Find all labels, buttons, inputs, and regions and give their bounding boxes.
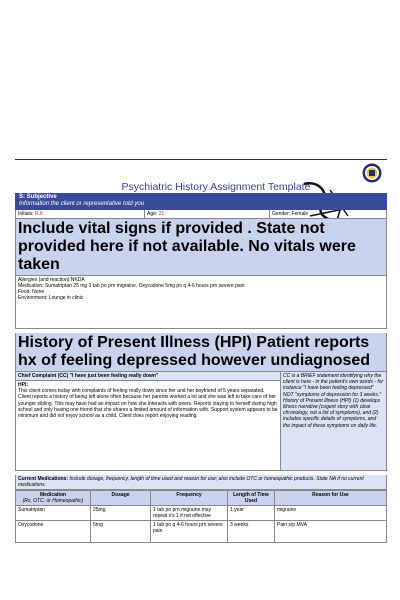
demographics-row <box>15 210 387 219</box>
allergies-text: Allergies (and reaction):NKDA <box>18 277 85 283</box>
col-frequency: Frequency <box>151 491 228 506</box>
table-row <box>16 506 387 521</box>
medications-header-row <box>16 491 387 506</box>
allergies-block <box>15 276 387 329</box>
food-text: Food: None <box>18 289 45 295</box>
environment-text: Environment: Lounge in clinic <box>18 295 84 301</box>
gender-value: Female <box>291 211 309 217</box>
age-cell <box>145 210 270 218</box>
cc-label: Chief Complaint (CC) <box>18 373 69 379</box>
hpi-section <box>15 372 387 471</box>
initials-label: Initials: <box>18 211 34 217</box>
med-reason: Pain s/p MVA <box>275 521 387 543</box>
cc-value: "I have just been feeling really down" <box>69 373 159 379</box>
col-medication-label: Medication <box>39 492 67 498</box>
med-frequency: 1 tab po prn migraine may repeat x's 1 if not effective <box>151 506 228 521</box>
current-meds-instructions: Include dosage, frequency, length of time used and reason for use; also include OTC or homeopathic products. State NA if no current medications. <box>18 476 364 488</box>
hpi-header: History of Present Illness (HPI) Patient reports hx of feeling depressed however undiagnosed <box>15 333 387 372</box>
hpi-label: HPI: <box>18 382 28 388</box>
age-label: Age: <box>147 211 158 217</box>
top-divider <box>15 159 387 160</box>
hpi-body <box>16 381 280 420</box>
assignment-form <box>15 193 387 543</box>
table-row <box>16 521 387 543</box>
subjective-header <box>15 193 387 210</box>
medication-text: Medication: Sumatriptan 25 mg 1 tab po prn migraine, Oxycodone 5mg po q 4-6 hours prn severe pain <box>18 283 245 289</box>
current-meds-label: Current Medications: <box>18 476 69 482</box>
initials-cell <box>16 210 145 218</box>
hpi-left <box>16 372 281 470</box>
age-value: 21 <box>158 211 165 217</box>
cc-guidance: CC is a BRIEF statement identifying why the client is here - in the patient's own words - for instance "I have been feeling depressed" NOT "symptoms of depression for 3 weeks." History of Present Illness (HPI) (1) develops illness narrative (cogent story with clear chronology, not a list of symptoms), and (2) includes specific details of symptoms, and the impact of these symptoms on daily life. <box>281 372 386 470</box>
page-title: Psychiatric History Assignment Template <box>121 181 311 193</box>
med-reason: migraine <box>275 506 387 521</box>
col-medication <box>16 491 91 506</box>
med-length: 3 weeks <box>228 521 275 543</box>
col-medication-sub: (Rx, OTC, or Homeopathic) <box>22 498 84 504</box>
university-seal-icon <box>362 163 382 183</box>
subjective-subtitle: Information the client or representative told you <box>19 201 145 207</box>
med-dosage: 25mg <box>91 506 151 521</box>
med-frequency: 1 tab po q 4-6 hours prn severe pain <box>151 521 228 543</box>
col-dosage: Dosage <box>91 491 151 506</box>
current-meds-note <box>15 475 387 490</box>
med-length: 1 year <box>228 506 275 521</box>
med-name: Oxycodone <box>16 521 91 543</box>
col-length: Length of Time Used <box>228 491 275 506</box>
subjective-label: S: Subjective <box>19 194 57 200</box>
medications-table <box>15 490 387 543</box>
col-reason: Reason for Use <box>275 491 387 506</box>
hpi-text: This client comes today with complaints of feeling really down since her and her boyfriend of 5 years separated. Client reports a history of being left alone often because her parents worked a lot and she was left to take care of her younger sibling. This may have had an impact on how she interacts with peers. Reports staying to herself during high school and only having one friend that she shares a limited amount of information with. Support system appears to be minimum and did not enjoy school as a child. Client does report enjoying reading. <box>18 388 278 420</box>
initials-value: R.K <box>34 211 44 217</box>
vitals-note: Include vital signs if provided . State not provided here if not available. No vitals were taken <box>15 219 387 276</box>
med-dosage: 5mg <box>91 521 151 543</box>
chief-complaint <box>16 372 280 381</box>
gender-cell <box>270 210 386 218</box>
med-name: Sumatriptan <box>16 506 91 521</box>
gender-label: Gender: <box>272 211 291 217</box>
